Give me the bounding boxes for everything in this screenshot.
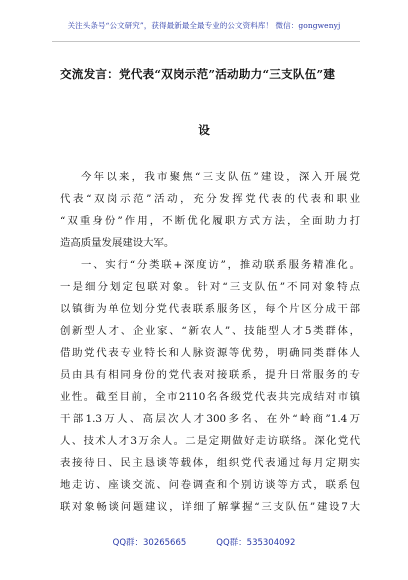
paragraph-1 [60,166,360,254]
paragraph-line: 干部1.3万人、高层次人才300多名、在外“岭商”1.4万 [60,413,360,425]
header-divider [52,41,360,42]
paragraph-line: 业性。截至目前，全市2110名各级党代表共完成结对市镇 [60,391,360,403]
paragraph-line: 以镇街为单位划分党代表联系服务区，每个片区分成干部 [60,303,360,315]
paragraph-line: “双重身份”作用，不断优化履职方式方法，全面助力打 [60,215,360,227]
paragraph-line: 造高质量发展建设大军。 [60,237,175,249]
footer-contact [0,536,408,548]
header-banner: 关注头条号“公文研究”，获得最新最全最专业的公文资料库！ 微信：gongwenyj [67,21,341,30]
paragraph-line: 表接待日、民主恳谈等载体，组织党代表通过每月定期实 [60,457,360,469]
document-body [60,166,360,518]
paragraph-line: 代表“双岗示范”活动，充分发挥党代表的代表和职业 [60,193,360,205]
footer-qq-group-2: QQ群：535304092 [216,538,296,548]
paragraph-2 [60,254,360,518]
paragraph-line: 员由具有相同身份的党代表对接联系，提升日常服务的专 [60,369,360,381]
paragraph-line: 人、技术人才3万余人。二是定期做好走访联络。深化党代 [60,435,360,447]
paragraph-line: 一是细分划定包联对象。针对“三支队伍”不同对象特点 [60,281,360,293]
paragraph-line: 创新型人才、企业家、“新农人”、技能型人才5类群体， [60,325,360,337]
footer-qq-group-1: QQ群：30265665 [112,538,187,548]
document-title-line-1: 交流发言：党代表“双岗示范”活动助力“三支队伍”建 [60,67,336,81]
paragraph-line: 借助党代表专业特长和人脉资源等优势，明确同类群体人 [60,347,360,359]
paragraph-line: 联对象畅谈问题建议，详细了解掌握“三支队伍”建设7大 [60,501,360,513]
paragraph-line: 一、实行“分类联+深度访”，推动联系服务精准化。 [81,259,360,271]
paragraph-line: 地走访、座谈交流、问卷调查和个别访谈等方式，联系包 [60,479,360,491]
document-title-line-2: 设 [198,123,210,137]
paragraph-line: 今年以来，我市聚焦“三支队伍”建设，深入开展党 [81,171,360,183]
